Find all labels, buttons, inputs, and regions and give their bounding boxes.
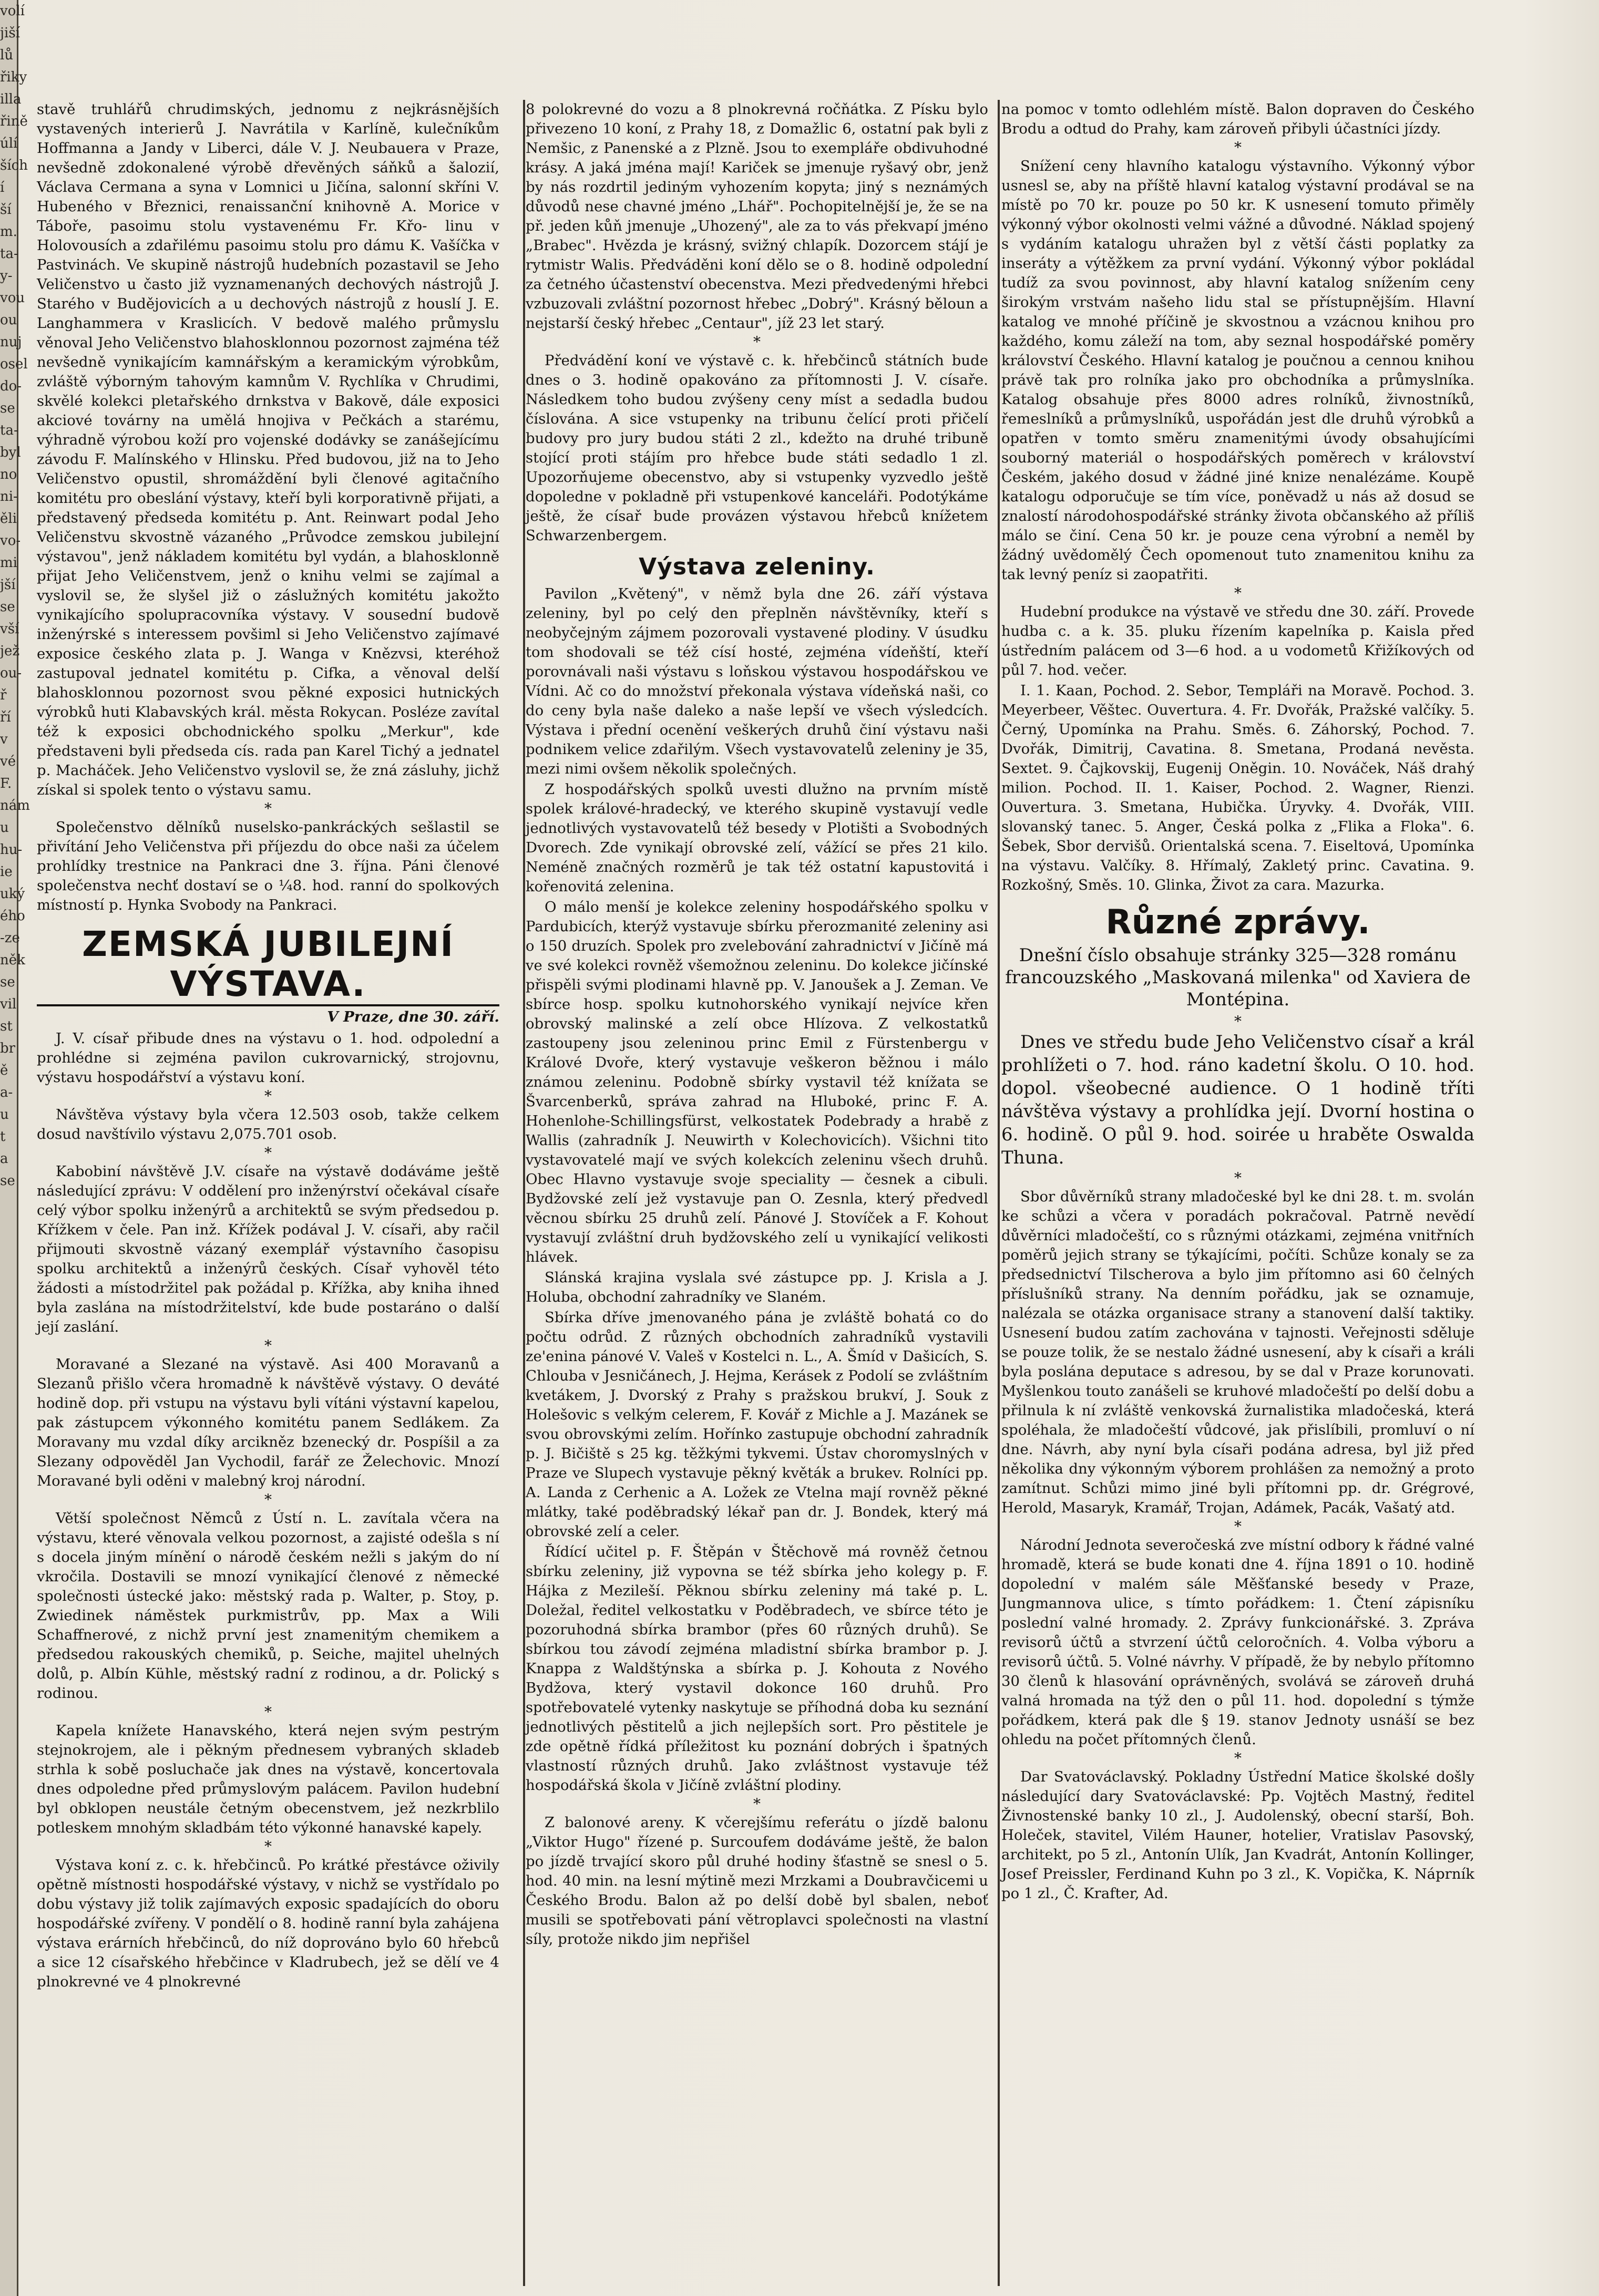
article-paragraph: Dar Svatováclavský. Pokladny Ústřední Matice školské došly následující dary Svatováclavské: Pp. Vojtěch Mastný, ředitel Živnostenské banky 10 zl., J. Audolenský, obecní starší, Boh. Holeček, stavitel, Vilém Hauner, hotelier, Vratislav Pasovský, architekt, po 5 zl., Antonín Ulík, Jan Kvadrát, Antonín Kollinger, Josef Preissler, Ferdinand Kuhn po 3 zl., K. Vopička, K. Náprník po 1 zl., Č. Krafter, Ad. [1001, 1768, 1474, 1902]
margin-fragment: řiky [0, 69, 27, 85]
section-title-ruzne: Různé zprávy. [1105, 903, 1370, 942]
margin-fragment: vo- [0, 533, 21, 549]
separator-star: * [264, 1144, 272, 1161]
margin-fragment: t [0, 1129, 6, 1145]
margin-fragment: do- [0, 378, 22, 394]
margin-fragment: řině [0, 114, 28, 129]
margin-fragment: F. [0, 776, 12, 791]
margin-fragment: se [0, 1173, 15, 1189]
margin-fragment: volí [0, 3, 25, 19]
margin-fragment: jiší [0, 25, 20, 41]
margin-fragment: se [0, 400, 15, 416]
margin-fragment: osel [0, 356, 28, 372]
article-paragraph: Větší společnost Němců z Ústí n. L. zavítala včera na výstavu, které věnovala velkou pozornost, a zajisté odešla s ní s docela jiným mínění o národě českém nežli s jakým do ní vkročila. Dostavili se mnozí vynikající členové z německé společnosti ústecké jako: městský rada p. Walter, p. Stoy, p. Zwiedinek náměstek purkmistrův, pp. Max a Wili Schaffnerové, z nichž první jest znamenitým chemikem a předsedou rakouských chemiků, p. Seiche, majitel uhelných dolů, p. Albín Kühle, městský radní z rodinou, a dr. Polický s rodinou. [37, 1510, 499, 1702]
dateline: V Praze, dne 30. září. [327, 1008, 499, 1025]
separator-star: * [264, 1337, 272, 1354]
article-paragraph: Z balonové areny. K včerejšímu referátu o jízdě balonu „Viktor Hugo" řízené p. Surcoufem dodáváme ještě, že balon po jízdě trvající skoro půl druhé hodiny šťastně se snesl o 5. hod. 40 min. na lesní mýtině mezi Mrzkami a Doubravčicemi u Českého Brodu. Balon až po delší době byl sbalen, neboť musili se spotřebovati pání větroplavci společnosti na vlastní síly, protože nikdo jim nepřišel [526, 1814, 988, 1948]
article-paragraph: J. V. císař přibude dnes na výstavu o 1. hod. odpolední a prohlédne si zejména pavilon cukrovarnický, strojovnu, výstavu hospodářství a výstavu koní. [37, 1030, 499, 1086]
article-paragraph: Návštěva výstavy byla včera 12.503 osob, takže celkem dosud navštívilo výstavu 2,075.701 osob. [37, 1106, 499, 1142]
article-paragraph: Slánská krajina vyslala své zástupce pp. J. Krisla a J. Holuba, obchodní zahradníky ve Slaném. [526, 1269, 988, 1305]
article-paragraph: 8 polokrevné do vozu a 8 plnokrevná ročňátka. Z Písku bylo přivezeno 10 koní, z Prahy 18, z Domažlic 6, ostatní pak byli z Nemšic, z Panenské a z Plzně. Jsou to exempláře obdivuhodné krásy. A jaká jména mají! Kariček se jmenuje ryšavý obr, jenž by nás rozdrtil jediným vyhozením kopyta; jiný s neznámých důvodů nese chavné jméno „Lhář". Pochopitelnější je, že se na př. jeden kůň jmenuje „Uhozený", ale za to vás překvapí jméno „Brabec". Hvězda je krásný, svižný chlapík. Dozorcem stájí je rytmistr Walis. Předváděni koní dělo se o 8. hodině odpolední za četného účastenství obecenstva. Mezi předvedenými hřebci vzbuzovali zvláštní pozornost hřebec „Dobrý". Krásný běloun a nejstarší český hřebec „Centaur", jíž 23 let starý. [526, 101, 988, 332]
article-paragraph: stavě truhlářů chrudimských, jednomu z nejkrásnějších vystavených interierů J. Navrátila v Karlíně, kulečníkům Hoffmanna a Jandy v Liberci, dále V. J. Neubauera v Praze, nevšedně zdokonalené výrobě dřevěných sáňků a šalozií, Václava Cermana a syna v Lomnici u Jičína, salonní skříni V. Hubeného v Březnici, renaissanční knihovně A. Morice v Táboře, pasoimu stolu vystavenému Fr. Křo- linu v Holovousích a zdařilému pasoimu stolu pro dámu K. Vašíčka v Pastvinách. Ve skupině nástrojů hudebních pozastavil se Jeho Veličenstvo u často již vyznamenaných dechových nástrojů J. Starého v Budějovicích a u dechových nástrojů z houslí J. E. Langhammera v Kraslicích. V bedově malého průmyslu věnoval Jeho Veličenstvo blahosklonnou pozornost zajména též nevšedně vynikajícím kamnářským a keramickým výrobkům, zvláště výborným tahovým kamnům V. Rychlíka v Chrudimi, skvělé kolekci pletařského drnkstva v Bakově, dále exposici akciové továrny na umělá hnojiva v Pečkách a starému, výhradně výrobou koží pro vojenské dodávky se zanášejícímu závodu F. Malínského v Hlinsku. Před budovou, již na to Jeho Veličenstvo opustil, shromáždění byli členové agitačního komitétu pro obeslání výstavy, kteří byli korporativně přijati, a představený předseda komitétu p. Ant. Reinwart podal Jeho Veličenstvu skvostně vázaného „Průvodce zemskou jubilejní výstavou", jenž nákladem komitétu byl vydán, a blahosklonně přijat Jeho Veličenstvem, jenž o knihu velmi se zajímal a vyslovil se, že slyšel již o záslužných komitétu jakožto vynikajícího spolupracovníka výstavy. V sousední budově inženýrské s interessem povšiml si Jeho Veličenstvo zajímavé exposice českého zlata p. J. Wanga v Knězvsi, kteréhož zastupoval jednatel komitétu p. Cifka, a věnoval delší blahosklonnou pozornost svou pěkné exposici hutnických výrobků huti Klabavských král. města Rokycan. Posléze zavítal též k exposici obchodnického spolku „Merkur", kde představeni byli předseda cís. rada pan Karel Tichý a jednatel p. Macháček. Jeho Veličenstvo vyslovil se, že zná zásluhy, jichž získal si spolek tento o výstavu samu. [37, 101, 499, 798]
margin-fragment: a [0, 1151, 8, 1167]
margin-fragment: v [0, 732, 8, 747]
section-title-zemska: ZEMSKÁ JUBILEJNÍ VÝSTAVA. [37, 924, 499, 1006]
column-rule [523, 100, 525, 2286]
separator-star: * [264, 1703, 272, 1721]
article-paragraph: O málo menší je kolekce zeleniny hospodářského spolku v Pardubicích, kterýž vystavuje sbírku přerozmanité zeleniny asi o 150 druzích. Spolek pro zvelebování zahradnictví v Jičíně má ve své kolekci rovněž všemožnou zeleninu. Do kolekce jičínské přispěli svými plodinami hlavně pp. V. Janoušek a J. Zeman. Ve sbírce hosp. spolku kutnohorského vynikají nejvíce křen obrovský malinské a zelí obce Hlízova. Z velkostatků zastoupeny jsou zeleninou princ Emil z Fürstenbergu v Králové Dvoře, který vystavuje veškeron běžnou i málo známou zeleninu. Podobně sbírky vystavil též knížata se Švarcenberků, správa zahrad na Hluboké, princ F. A. Hohenlohe-Schillingsfürst, velkostatek Podebrady a hrabě z Wallis (zahradník J. Neuwirth v Kolechovicích). Všichni tito vystavovatelé mají ve svých kolekcích zeleninu všech druhů. Obec Hlavno vystavuje svoje speciality — česnek a cibuli. Bydžovské zelí jež vystavuje pan O. Zesnla, který předvedl věcnou sbírku 25 druhů zelí. Pánové J. Stovíček a F. Kohout vystavují zvláštní druh bydžovského zelí u vynikající velikosti hlávek. [526, 899, 988, 1265]
article-paragraph: Snížení ceny hlavního katalogu výstavního. Výkonný výbor usnesl se, aby na příště hlavní katalog výstavní prodával se na místě po 70 kr. pouze po 50 kr. K usnesení tomuto přiměly výkonný výbor okolnosti velmi vážné a důvodné. Náklad spojený s vydáním katalogu uhražen byl z větší části poplatky za inseráty a výtěžkem za první vydání. Výkonný výbor pokládal tudíž za svou povinnost, aby hlavní katalog snížením ceny širokým vrstvám našeho lidu stal se přístupnějším. Hlavní katalog ve mnohé příčině je skvostnou a vzácnou knihou pro každého, komu záleží na tom, aby seznal hospodářské poměry království Českého. Hlavní katalog je poučnou a cennou knihou právě tak pro rolníka jako pro obchodníka a průmyslníka. Katalog obsahuje přes 8000 adres rolníků, živnostníků, řemeslníků a průmyslníků, uspořádán jest dle druhů výrobků a opatřen v tomto směru znamenitými úvody obsahujícími souborný materiál o hospodářských poměrech v království Českém, jakého dosud v žádné jiné knize nenalézáme. Koupě katalogu odporučuje se tím více, poněvadž u nás až dosud se znalostí národohospodářské stránky života občanského až příliš málo se činí. Cena 50 kr. je pouze cena výrobní a neměl by žádný uvědomělý Čech opomenout tuto znamenitou knihu za tak levný peníz si zaopatřiti. [1001, 158, 1474, 583]
margin-fragment: lů [0, 47, 14, 63]
article-paragraph: na pomoc v tomto odlehlém místě. Balon dopraven do Českého Brodu a odtud do Prahy, kam zároveň přibyli účastníci jízdy. [1001, 101, 1474, 137]
article-paragraph: Společenstvo dělníků nuselsko-pankráckých sešlastil se přivítání Jeho Veličenstva při příjezdu do obce naši za účelem prohlídky trestnice na Pankraci dne 3. října. Páni členové společenstva nechť dostaví se o ¼8. hod. ranní do spolkových místností p. Hynka Svobody na Pankraci. [37, 819, 499, 913]
margin-fragment: a- [0, 1085, 13, 1100]
article-paragraph: Kapela knížete Hanavského, která nejen svým pestrým stejnokrojem, ale i pěkným přednesem vybraných skladeb strhla k sobě posluchače jak dnes na výstavě, koncertovala dnes odpoledne před průmyslovým palácem. Pavilon hudební byl obklopen neustále četným obecenstvem, jež nezkrblilo potleskem mnohým skladbám této výkonné hanavské kapely. [37, 1722, 499, 1836]
margin-fragment: ší [0, 202, 12, 218]
margin-fragment: y- [0, 268, 13, 284]
article-paragraph: Z hospodářských spolků uvesti dlužno na prvním místě spolek králové-hradecký, ve kterého skupině vystavují vedle jednotlivých vystavovatelů též besedy v Plotišti a Svobodných Dvorech. Zde vynikají obrovské zelí, vážící se přes 21 kilo. Neméně značných rozměrů je tak též ostatní kapustovitá i kořenovitá zelenina. [526, 781, 988, 895]
margin-fragment: mi [0, 555, 17, 571]
margin-fragment: uký [0, 886, 25, 902]
margin-fragment: ie [0, 864, 13, 880]
separator-star: * [1234, 139, 1242, 156]
margin-fragment: í [0, 180, 5, 195]
column-3 [1001, 100, 1474, 1904]
article-paragraph: Kabobiní návštěvě J.V. císaře na výstavě dodáváme ještě následující zprávu: V oddělení pro inženýrství očekával císaře celý výbor spolku inženýrů a architektů se svým předsedou p. Křížkem v čele. Pan inž. Křížek podával J. V. císaři, aby račil přijmouti skvostně vázaný exemplář výstavního časopisu spolku architektů a inženýrů českých. Císař vyhověl této žádosti a místodržitel pak požádal p. Křížka, aby kniha ihned byla zaslána na místodržitelství, kde bude postaráno o další její zaslání. [37, 1163, 499, 1335]
article-paragraph: Sbírka dříve jmenovaného pána je zvláště bohatá co do počtu odrůd. Z různých obchodních zahradníků vystavili ze'enina pánové V. Valeš v Kostelci n. L., A. Šmíd v Dašicích, S. Chlouba v Jesničánech, J. Hejma, Kerásek z Podolí se zvláštním kvetákem, J. Dvorský z Prahy s pražskou brukví, J. Souk z Holešovic s velkým celerem, F. Kovář z Michle a J. Mazánek se svou obrovskými zelím. Hořínko zastupuje obchodní zahradník p. J. Bičiště s 25 kg. těžkými tykvemi. Ústav choromyslných v Praze ve Slupech vystavuje pěkný květák a brukev. Rolníci pp. A. Landa z Cerhenic a A. Ložek ze Vtelna mají rovněž pěkné mlátky, také poděbradský lékař pan dr. J. Bondek, který má obrovské zelí a celer. [526, 1309, 988, 1540]
column-1 [37, 100, 499, 1993]
margin-fragment: ou- [0, 665, 22, 681]
adjacent-page-margin [0, 0, 30, 2296]
margin-fragment: ni- [0, 489, 18, 504]
margin-fragment: vší [0, 621, 19, 637]
margin-fragment: ta- [0, 423, 18, 438]
separator-star: * [1234, 1169, 1242, 1187]
margin-fragment: br [0, 1041, 16, 1056]
margin-fragment: vou [0, 290, 25, 306]
margin-fragment: u [0, 1107, 9, 1123]
margin-fragment: jší [0, 577, 16, 593]
column-rule [998, 100, 1000, 2286]
article-paragraph: Pavilon „Květený", v němž byla dne 26. září výstava zeleniny, byl po celý den přeplněn návštěvníky, kteří s neobyčejným zájmem pozorovali vystavené plodiny. V úsudku tom shodovali se též císí hosté, zejména vídeňští, kteří porovnávali naši výstavu s loňskou výstavou hospodářskou ve Vídni. Ač co do množství překonala výstava vídeňská naši, co do ceny byla naše daleko a naše lepší ve všech výsledcích. Výstava i přední ocenění veškerých druhů činí výstavu naši podnikem velice zdařilým. Všech vystavovatelů zeleniny je 35, mezi nimi ovšem několik společných. [526, 585, 988, 777]
margin-fragment: m. [0, 224, 17, 240]
margin-fragment: se [0, 599, 15, 615]
margin-fragment: ěli [0, 511, 17, 527]
article-paragraph: Řídící učitel p. F. Štěpán v Štěchově má rovněž četnou sbírku zeleniny, již vypovna se též sbírka jeho kolegy p. F. Hájka z Mezileší. Pěknou sbírku zeleniny má také p. L. Doležal, ředitel velkostatku v Poděbradech, ve sbírce této je pozoruhodná sbírka brambor (přes 60 různých druhů). Se sbírkou tou závodí zejména mladistní sbírka brambor p. J. Knappa z Waldštýnska a sbírka p. J. Kohouta z Nového Bydžova, který vystavil dokonce 160 druhů. Pro spotřebovatelé vytenky naskytuje se příhodná doba ku seznání jednotlivých pěstitelů a jich nejlepších sort. Pro pěstitele je zde opětně řídká příležitost ku poznání dobrých i špatných vlastností různých druhů. Jako zvláštnost vystavuje též hospodářská škola v Jičíně zvláštní plodiny. [526, 1543, 988, 1794]
article-paragraph: Sbor důvěrníků strany mladočeské byl ke dni 28. t. m. svolán ke schůzi a včera v poradách pokračoval. Patrně nevědí důvěrníci mladočeští, co s různými otázkami, zejména vnitřních poměrů jejich strany se týkajícími, počíti. Schůze konaly se za předsednictví Tilscherova a bylo jim přítomno asi 60 čelných příslušníků strany. Na denním pořádku, jak se oznamuje, nalézala se otázka organisace strany a stanovení další taktiky. Usnesení budou zatím zachována v tajnosti. Veřejnosti sděluje se pouze tolik, že se nestalo žádné usnesení, aby k císaři a králi byla poslána deputace s adresou, by se dal v Praze korunovati. Myšlenkou touto zanášeli se kruhové mladočeští po delší dobu a přilnula k ní zvláště venkovská žurnalistika mladočeská, která spoléhala, že mladočeští vůdcové, jak přislíbili, promluví o ní dne. Návrh, aby nyní byla císaři podána adresa, byl již před několika dny výkonným výborem prohlášen za nemožný a proto zamítnut. Schůzi mimo jiné byli přítomni pp. dr. Grégrové, Herold, Masaryk, Kramář, Trojan, Adámek, Pacák, Vašatý atd. [1001, 1188, 1474, 1516]
separator-star: * [1234, 1013, 1242, 1030]
separator-star: * [264, 800, 272, 817]
separator-star: * [264, 1087, 272, 1105]
margin-fragment: byl [0, 445, 21, 460]
margin-fragment: ř [0, 687, 7, 703]
margin-fragment: nuj [0, 334, 22, 350]
margin-fragment: u [0, 820, 9, 836]
separator-star: * [1234, 1518, 1242, 1535]
margin-fragment: vil [0, 996, 17, 1012]
margin-fragment: ého [0, 908, 25, 924]
margin-fragment: se [0, 974, 15, 990]
margin-fragment: něk [0, 952, 25, 968]
column-2 [526, 100, 988, 1950]
margin-fragment: illa [0, 91, 22, 107]
margin-fragment: ta- [0, 246, 18, 262]
article-paragraph: Národní Jednota severočeská zve místní odbory k řádné valné hromadě, která se bude konati dne 4. října 1891 o 10. hodině dopolední v malém sále Měšťanské besedy v Praze, Jungmannova ulice, s tímto pořádkem: 1. Čtení zápisníku poslední valné hromady. 2. Zprávy funkcionářské. 3. Zpráva revisorů účtů a stvrzení účtů celoročních. 4. Volba výboru a revisorů účtů. 5. Volné návrhy. V případě, že by nebylo přítomno 30 členů k hlasování oprávněných, svolává se zároveň druhá valná hromada na týž den o půl 11. hod. dopolední s týmže pořádkem, která pak dle § 19. stanov Jednoty usnáší se bez ohledu na počet přítomných členů. [1001, 1537, 1474, 1748]
article-paragraph: I. 1. Kaan, Pochod. 2. Sebor, Templáři na Moravě. Pochod. 3. Meyerbeer, Věštec. Ouvertura. 4. Fr. Dvořák, Pražské valčíky. 5. Černý, Upomínka na Prahu. Směs. 6. Záhorský, Pochod. 7. Dvořák, Dimitrij, Cavatina. 8. Smetana, Prodaná nevěsta. Sextet. 9. Čajkovskij, Eugenij Oněgin. 10. Nováček, Náš drahý milion. Pochod. II. 1. Kaiser, Pochod. 2. Wagner, Rienzi. Ouvertura. 3. Smetana, Hubička. Úryvky. 4. Dvořák, VIII. slovanský tanec. 5. Anger, Česká polka z „Flika a Floka". 6. Šebek, Sbor dervišů. Orientalská scena. 7. Eiseltová, Upomínka na výstavu. Valčíky. 8. Hřímalý, Zakletý princ. Cavatina. 9. Rozkošný, Směs. 10. Glinka, Život za cara. Mazurka. [1001, 682, 1474, 893]
separator-star: * [753, 1795, 761, 1813]
separator-star: * [753, 333, 761, 351]
margin-fragment: ě [0, 1063, 8, 1078]
novel-notice: Dnešní číslo obsahuje stránky 325—328 románu francouzského „Maskovaná milenka" od Xaviera de Montépina. [1005, 945, 1471, 1010]
margin-fragment: ří [0, 709, 11, 725]
margin-fragment: no [0, 467, 17, 482]
article-paragraph: Hudební produkce na výstavě ve středu dne 30. září. Provede hudba c. a k. 35. pluku řízením kapelníka p. Kaisla před ústředním palácem od 3—6 hod. a u vodometů Křižíkových od půl 7. hod. večer. [1001, 603, 1474, 678]
margin-fragment: st [0, 1018, 13, 1034]
article-paragraph: Výstava koní z. c. k. hřebčinců. Po krátké přestávce oživily opětně místnosti hospodářské výstavy, v nichž se vystřídalo po dobu výstavy již tolik zajímavých exposic spadajících do oboru hospodářské zvířeny. V pondělí o 8. hodině ranní byla zahájena výstava erárních hřebčinců, do níž doprováno bylo 60 hřebců a sice 12 císařského hřebčince v Kladrubech, jež se dělí ve 4 plnokrevné ve 4 plnokrevné [37, 1857, 499, 1990]
margin-fragment: vé [0, 754, 16, 769]
article-paragraph: Předvádění koní ve výstavě c. k. hřebčinců státních bude dnes o 3. hodině opakováno za přítomnosti J. V. císaře. Následkem toho budou zvýšeny ceny míst a sedadla budou číslována. A sice vstupenky na tribunu čelící proti přičelí budovy pro jury budou státi 2 zl., kdežto na druhé tribuně stojící proti stájím pro hřebce bude státi sedadlo 1 zl. Upozorňujeme obecenstvo, aby si vstupenky vyzvedlo ještě dopoledne v pokladně při vstupenkové kanceláři. Podotýkáme ještě, že císař bude provázen výstavou hřebců knížetem Schwarzenbergem. [526, 352, 988, 544]
margin-fragment: ou [0, 312, 17, 328]
margin-fragment: úlí [0, 136, 18, 151]
article-paragraph-large: Dnes ve středu bude Jeho Veličenstvo císař a král prohlížeti o 7. hod. ráno kadetní školu. O 10. hod. dopol. všeobecné audience. O 1 hodině tříti návštěva výstavy a prohlídka její. Dvorní hostina o 6. hodině. O půl 9. hod. soirée u hraběte Oswalda Thuna. [1001, 1032, 1474, 1168]
section-title-zelenina: Výstava zeleniny. [639, 553, 875, 580]
article-paragraph: Moravané a Slezané na výstavě. Asi 400 Moravanů a Slezanů přišlo včera hromadně k návštěvě výstavy. O deváté hodině dop. při vstupu na výstavu byli vítáni výstavní kapelou, pak zástupcem výkonného komitétu panem Sedlákem. Za Moravany mu vzdal díky arcikněz bzenecký dr. Pospíšil a za Slezany odpověděl Jan Vychodil, farář ze Želechovic. Mnozí Moravané byli oděni v malebný kroj národní. [37, 1356, 499, 1489]
margin-fragment: ších [0, 158, 28, 173]
separator-star: * [1234, 1749, 1242, 1767]
margin-fragment: nám [0, 798, 30, 814]
margin-fragment: hu- [0, 842, 23, 858]
separator-star: * [264, 1491, 272, 1508]
separator-star: * [1234, 584, 1242, 602]
margin-fragment: jež [0, 643, 20, 659]
separator-star: * [264, 1838, 272, 1855]
margin-fragment: -ze [0, 930, 20, 946]
